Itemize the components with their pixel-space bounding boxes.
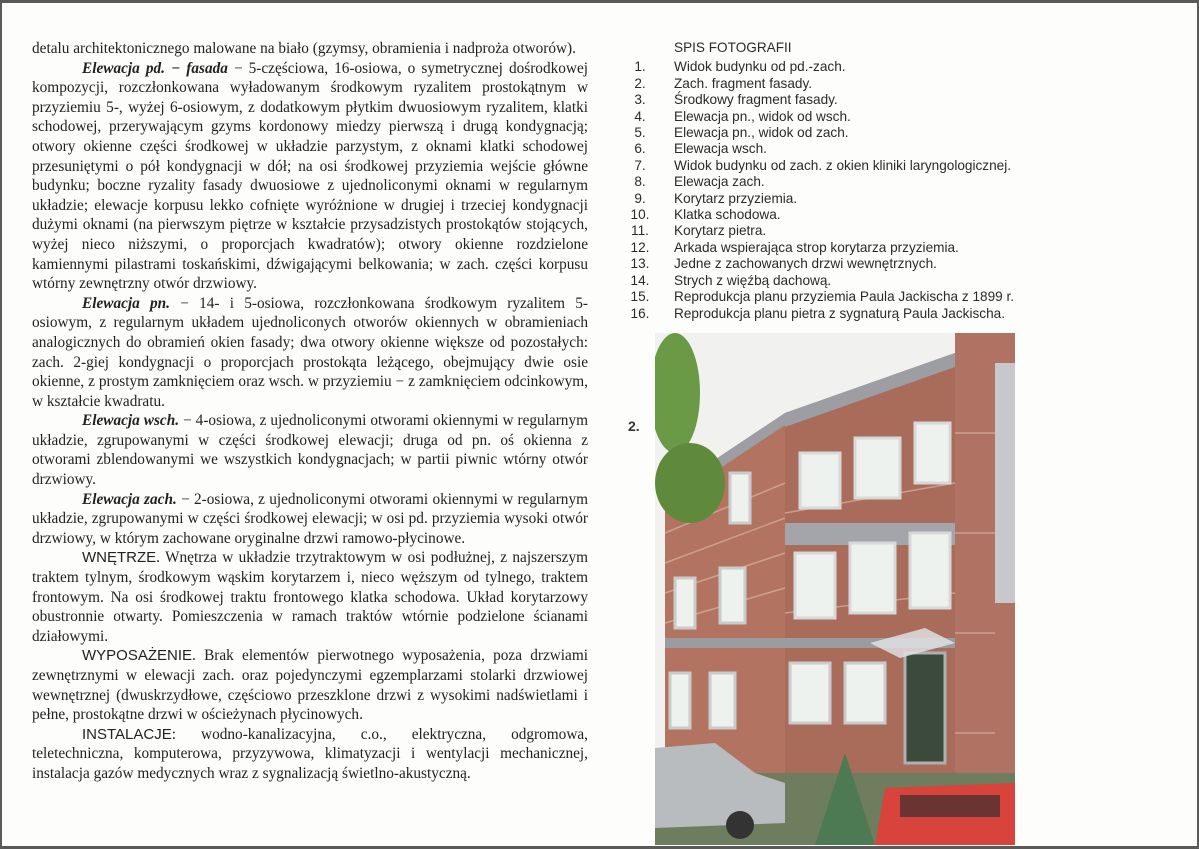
photo-list-number: 10.	[630, 207, 650, 223]
photo-list-text: Elewacja pn., widok od wsch.	[674, 108, 851, 124]
elewacja-pn-paragraph: Elewacja pn. − 14- i 5-osiowa, rozczłonkowana środkowym ryzalitem 5-osiowym, z regularnym układem ujednoliconych otworów okiennych w obramieniach analogicznych do obramień okien fasady; dwa otwory okienne większe od pozostałych: zach. 2-giej kondygnacji o proporcjach prostokąta leżącego, obejmujący dwie osie okienne, z prostym zamknięciem oraz wsch. w przyziemiu − z zamknięciem odcinkowym, w kształcie kwadratu.	[32, 294, 588, 410]
photo-list-item	[634, 141, 1054, 157]
photo-list	[630, 40, 1054, 322]
photo-list-item	[630, 207, 1054, 223]
elewacja-pd-paragraph: Elewacja pd. − fasada − 5-częściowa, 16-osiowa, o symetrycznej dośrodkowej kompozycji, rozczłonkowana wyładowanym środkowym ryzalitem prostokątnym w przyziemiu 5-, wyżej 6-osiowym, z dodatkowym płytkim dwuosiowym ryzalitem, klatki schodowej, przerywającym gzyms kordonowy miedzy pierwszą i drugą kondygnacją; otwory okienne części środkowej w układzie parzystym, z oknami klatki schodowej przesuniętymi o pół kondygnacji w dół; na osi środkowej przyziemia wejście główne budynku; boczne ryzality fasady dwuosiowe z ujednoliconymi oknami w regularnym układzie; elewacje korpusu lekko cofnięte wyróżnione w drugiej i trzeciej kondygnacji dużymi oknami (na pierwszym piętrze w kształcie przysadzistych prostokątów stojących, wyżej nieco niższymi, o proporcjach kwadratów); otwory okienne rozdzielone kamiennymi pilastrami toskańskimi, dźwigającymi belkowania; w zach. części korpusu wtórny zewnętrzny otwór drzwiowy.	[32, 59, 588, 293]
elewacja-zach-paragraph: Elewacja zach. − 2-osiowa, z ujednoliconymi otworami okiennymi w regularnym układzie, zgrupowanymi w części środkowej elewacji; w osi pd. przyziemia wysoki otwór drzwiowy, w którym zachowane oryginalne drzwi ramowo-płycinowe.	[32, 490, 588, 547]
photo-list-number: 1.	[634, 59, 646, 75]
photo-list-item	[634, 92, 1054, 108]
photo-list-item	[630, 272, 1054, 289]
photo-list-text: Reprodukcja planu pietra z sygnaturą Paula Jackischa.	[674, 305, 1005, 321]
photo-list-item	[630, 289, 1054, 305]
elewacja-pn-heading: Elewacja pn.	[82, 294, 170, 312]
photo-list-number: 6.	[634, 141, 646, 157]
description-column	[32, 39, 588, 784]
photo-list-number: 2.	[634, 75, 646, 91]
photo-list-number: 8.	[634, 174, 646, 190]
photo-list-item	[631, 223, 1054, 239]
photo-list-text: Arkada wspierająca strop korytarza przyziemia.	[674, 239, 959, 255]
elewacja-zach-heading: Elewacja zach.	[82, 490, 177, 508]
photo-list-item	[634, 158, 1054, 174]
photo-list-number: 11.	[631, 223, 649, 239]
photo-list-item	[630, 239, 1054, 256]
building-illustration	[655, 333, 1015, 845]
photo-number: 2.	[628, 418, 640, 434]
photo-list-item	[630, 256, 1054, 272]
photo-list-item	[634, 76, 1054, 92]
photo-list-item	[634, 174, 1054, 190]
elewacja-wsch-heading: Elewacja wsch.	[82, 412, 180, 430]
photo-list-text: Elewacja zach.	[674, 174, 765, 190]
photo-list-item	[630, 305, 1054, 322]
photo-list-number: 15.	[630, 289, 650, 305]
photo-list-text: Elewacja pn., widok od zach.	[674, 125, 849, 141]
photo-list-text: Klatka schodowa.	[674, 207, 781, 223]
photo-list-item	[634, 109, 1054, 125]
photo-list-number: 16.	[630, 305, 650, 321]
elewacja-pd-heading: Elewacja pd. − fasada	[82, 59, 228, 77]
photo-list-text: Korytarz pietra.	[674, 223, 767, 239]
instalacje-paragraph: INSTALACJE: wodno-kanalizacyjna, c.o., elektryczna, odgromowa, teletechniczna, komputerowa, przyzywowa, klimatyzacji i wentylacji mechanicznej, instalacja gazów medycznych wraz z sygnalizacją świetlno-akustyczną.	[32, 725, 588, 782]
photo-list-number: 5.	[634, 125, 646, 141]
photo-list-title: SPIS FOTOGRAFII	[674, 40, 792, 55]
wyposazenie-heading: WYPOSAŻENIE	[82, 647, 193, 665]
building-photo	[655, 333, 1015, 845]
photo-list-text: Zach. fragment fasady.	[674, 75, 813, 91]
photo-list-number: 4.	[634, 108, 646, 124]
photo-list-number: 12.	[630, 239, 650, 255]
photo-list-text: Reprodukcja planu przyziemia Paula Jackischa z 1899 r.	[674, 289, 1015, 305]
photo-list-number: 3.	[634, 92, 646, 108]
photo-list-text: Korytarz przyziemia.	[674, 190, 798, 206]
photo-list-number: 14.	[630, 272, 650, 288]
photo-list-number: 13.	[630, 256, 650, 272]
photo-list-text: Widok budynku od zach. z okien kliniki laryngologicznej.	[674, 157, 1011, 173]
photo-list-item	[634, 125, 1054, 141]
photo-list-item	[634, 191, 1054, 207]
photo-list-text: Jedne z zachowanych drzwi wewnętrznych.	[674, 256, 937, 272]
document-page	[2, 3, 1197, 846]
photo-list-item	[634, 59, 1054, 75]
elewacja-wsch-paragraph: Elewacja wsch. − 4-osiowa, z ujednoliconymi otworami okiennymi w regularnym układzie, zgrupowanymi w części środkowej elewacji; druga od pn. oś okienna z otworami zblendowanymi we wszystkich kondygnacjach; w partii piwnic wtórny otwór drzwiowy.	[32, 412, 588, 489]
photo-list-text: Strych z więźbą dachową.	[674, 272, 832, 288]
photo-list-text: Widok budynku od pd.-zach.	[674, 59, 846, 75]
photo-list-items	[630, 59, 1054, 322]
photo-list-text: Środkowy fragment fasady.	[674, 92, 838, 108]
photo-list-number: 9.	[634, 190, 646, 206]
wnetrze-paragraph: WNĘTRZE. Wnętrza w układzie trzytraktowym w osi podłużnej, z najszerszym traktem tylnym, środkowym wąskim korytarzem i, nieco węższym od tylnego, traktem frontowym. Na osi środkowej traktu frontowego klatka schodowa. Układ korytarzowy obustronnie otwarty. Pomieszczenia w ramach traktów wtórnie podzielone ścianami działowymi.	[32, 549, 588, 645]
instalacje-heading: INSTALACJE	[82, 725, 172, 743]
intro-paragraph: detalu architektonicznego malowane na biało (gzymsy, obramienia i nadproża otworów).	[32, 40, 576, 57]
wyposazenie-paragraph: WYPOSAŻENIE. Brak elementów pierwotnego wyposażenia, poza drzwiami zewnętrznymi w elewacji zach. oraz pojedynczymi egzemplarzami stolarki drzwiowej wewnętrznej (dwuskrzydłowe, częściowo przeszklone drzwi z wysokimi nadświetlami i pełne, prostokątne drzwi w ościeżynach płycinowych.	[32, 647, 588, 724]
photo-list-text: Elewacja wsch.	[674, 141, 767, 157]
wnetrze-heading: WNĘTRZE	[82, 549, 157, 567]
photo-list-number: 7.	[634, 157, 646, 173]
